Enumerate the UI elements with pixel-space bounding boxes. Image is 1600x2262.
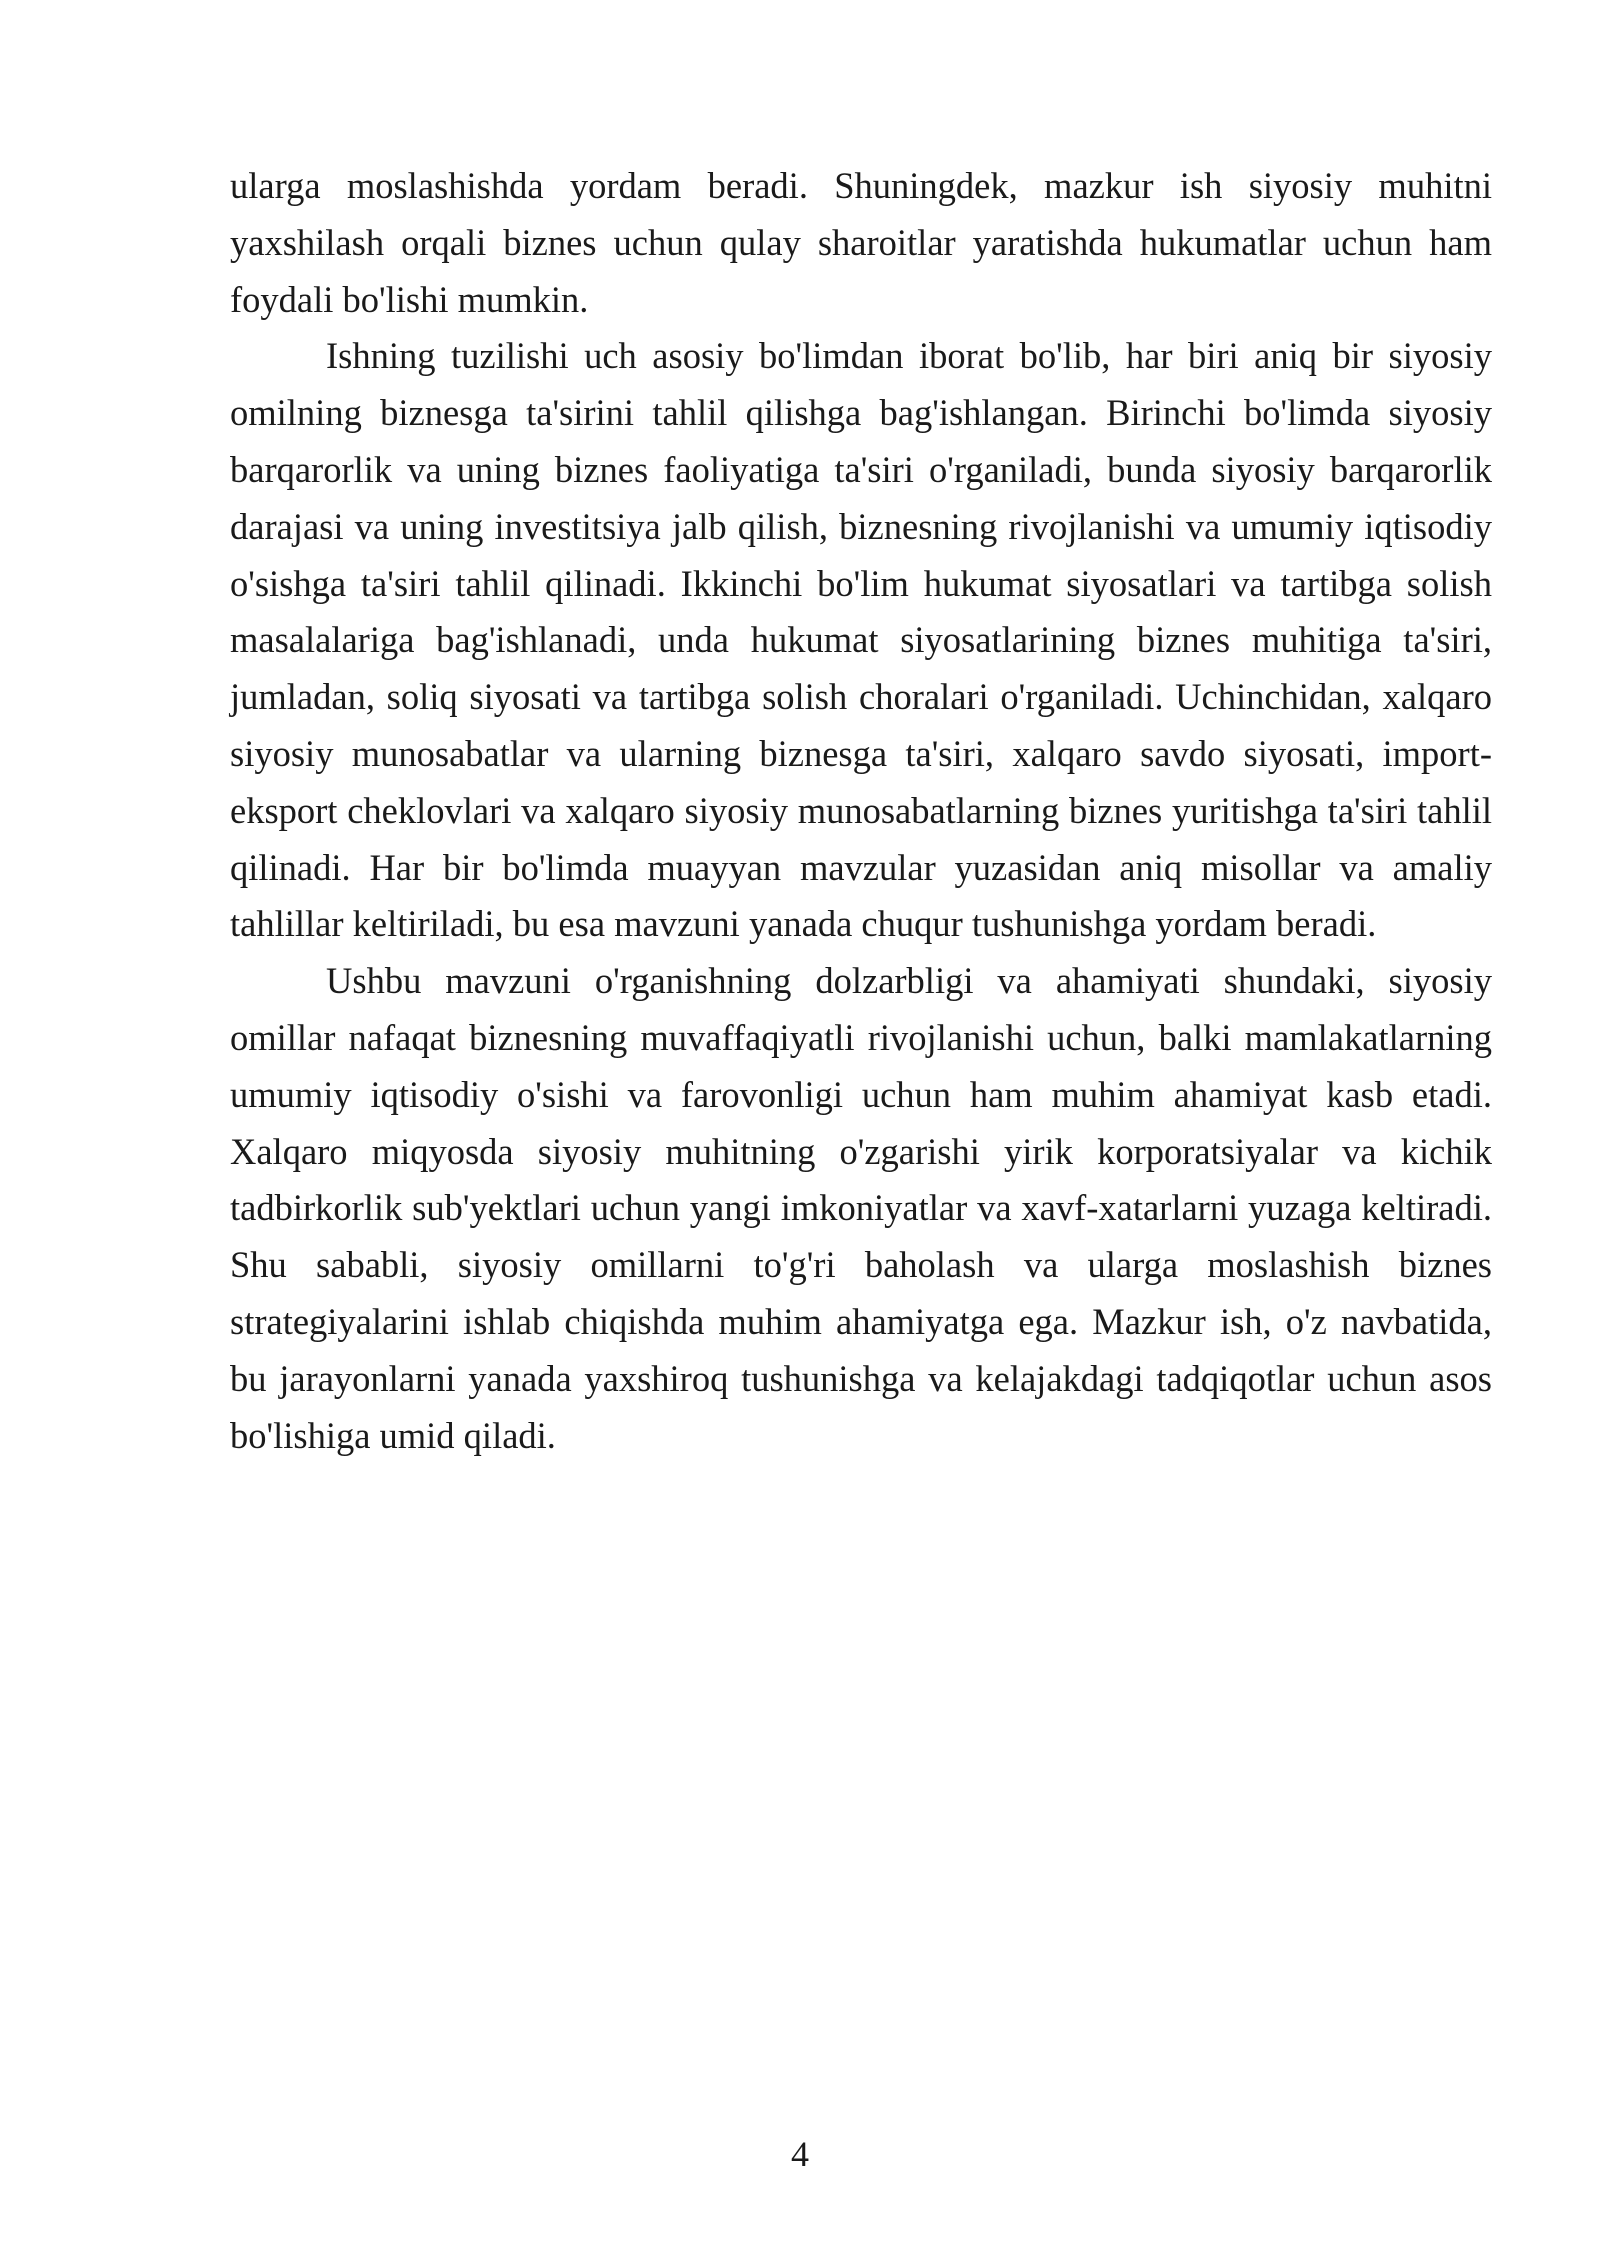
paragraph-continuation: ularga moslashishda yordam beradi. Shuningdek, mazkur ish siyosiy muhitni yaxshilash orqali biznes uchun qulay sharoitlar yaratishda hukumatlar uchun ham foydali bo'lishi mumkin. (230, 165, 1492, 320)
paragraph-relevance: Ushbu mavzuni o'rganishning dolzarbligi va ahamiyati shundaki, siyosiy omillar nafaqat biznesning muvaffaqiyatli rivojlanishi uchun, balki mamlakatlarning umumiy iqtisodiy o'sishi va farovonligi uchun ham muhim ahamiyat kasb etadi. Xalqaro miqyosda siyosiy muhitning o'zgarishi yirik korporatsiyalar va kichik tadbirkorlik sub'yektlari uchun yangi imkoniyatlar va xavf-xatarlarni yuzaga keltiradi. Shu sababli, siyosiy omillarni to'g'ri baholash va ularga moslashish biznes strategiyalarini ishlab chiqishda muhim ahamiyatga ega. Mazkur ish, o'z navbatida, bu jarayonlarni yanada yaxshiroq tushunishga va kelajakdagi tadqiqotlar uchun asos bo'lishiga umid qiladi. (230, 960, 1492, 1456)
page-body (230, 158, 1492, 1464)
page-number: 4 (791, 2134, 809, 2174)
paragraph-structure: Ishning tuzilishi uch asosiy bo'limdan iborat bo'lib, har biri aniq bir siyosiy omilning biznesga ta'sirini tahlil qilishga bag'ishlangan. Birinchi bo'limda siyosiy barqarorlik va uning biznes faoliyatiga ta'siri o'rganiladi, bunda siyosiy barqarorlik darajasi va uning investitsiya jalb qilish, biznesning rivojlanishi va umumiy iqtisodiy o'sishga ta'siri tahlil qilinadi. Ikkinchi bo'lim hukumat siyosatlari va tartibga solish masalalariga bag'ishlanadi, unda hukumat siyosatlarining biznes muhitiga ta'siri, jumladan, soliq siyosati va tartibga solish choralari o'rganiladi. Uchinchidan, xalqaro siyosiy munosabatlar va ularning biznesga ta'siri, xalqaro savdo siyosati, import-eksport cheklovlari va xalqaro siyosiy munosabatlarning biznes yuritishga ta'siri tahlil qilinadi. Har bir bo'limda muayyan mavzular yuzasidan aniq misollar va amaliy tahlillar keltiriladi, bu esa mavzuni yanada chuqur tushunishga yordam beradi. (230, 335, 1492, 945)
